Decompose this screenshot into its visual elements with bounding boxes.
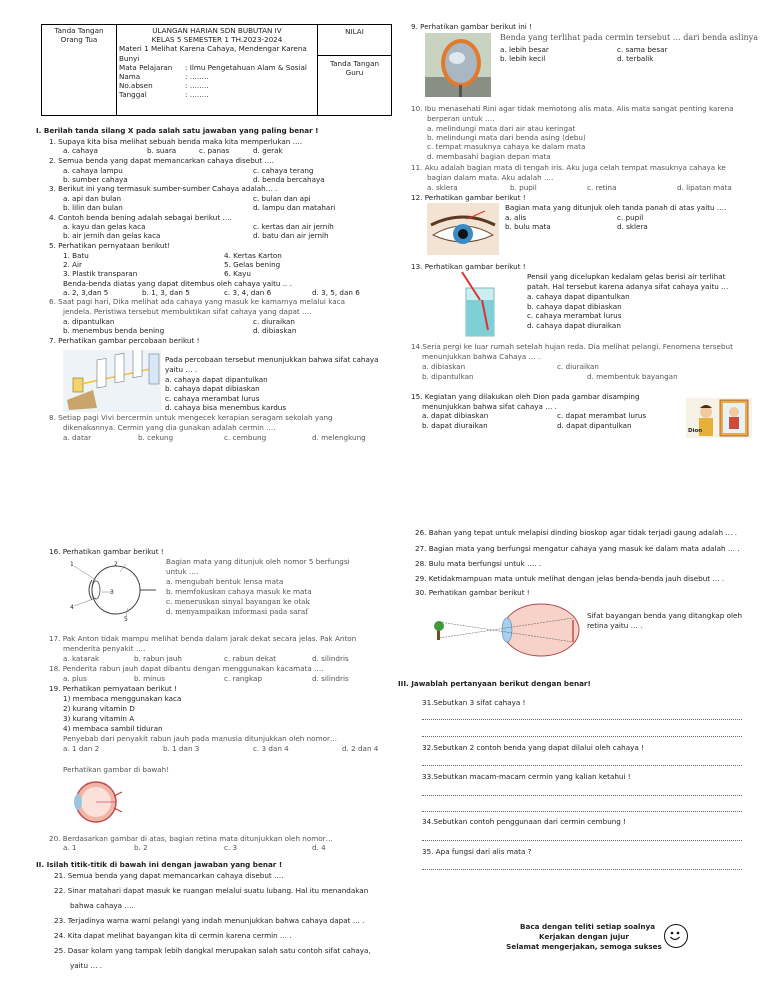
essay-question: 31.Sebutkan 3 sifat cahaya ! — [422, 698, 526, 707]
option: a. mengubah bentuk lensa mata — [166, 577, 284, 586]
exam-info-cell — [117, 25, 318, 116]
option: d. silindris — [312, 654, 349, 663]
footer-line: Kerjakan dengan jujur — [539, 932, 629, 941]
light-experiment-image — [63, 350, 161, 412]
option: a. cahaya dapat dipantulkan — [527, 292, 630, 301]
fill-item: 30. Perhatikan gambar berikut ! — [415, 588, 530, 597]
option: c. 3 dan 4 — [253, 744, 289, 753]
q15: 15. Kegiatan yang dilakukan oleh Dion pada gambar disamping — [411, 392, 640, 401]
list-item: 2) kurang vitamin D — [63, 704, 135, 713]
q1: 1. Supaya kita bisa melihat sebuah benda maka kita memperlukan …. — [49, 137, 303, 146]
option: a. 1 dan 2 — [63, 744, 100, 753]
option: b. pupil — [510, 183, 537, 192]
list-item: 5. Gelas bening — [224, 260, 281, 269]
option: d. lampu dan matahari — [253, 203, 336, 212]
option: b. cahaya dapat dibiaskan — [165, 384, 260, 393]
essay-question: 32.Sebutkan 2 contoh benda yang dapat dilalui oleh cahaya ! — [422, 743, 644, 752]
answer-line[interactable] — [422, 736, 742, 737]
list-item: 1) membaca menggunakan kaca — [63, 694, 182, 703]
option: d. membasahi bagian depan mata — [427, 152, 551, 161]
q2: 2. Semua benda yang dapat memancarkan cahaya disebut …. — [49, 156, 274, 165]
list-item: 2. Air — [63, 260, 83, 269]
option: d. 3, 5, dan 6 — [312, 288, 360, 297]
option: a. 1 — [63, 843, 77, 852]
option: d. cahaya dapat diuraikan — [527, 321, 621, 330]
q16-ask: Bagian mata yang ditunjuk oleh nomor 5 berfungsi — [166, 557, 350, 566]
list-item: 4) membaca sambil tiduran — [63, 724, 163, 733]
q5-ask: Benda-benda diatas yang dapat ditembus oleh cahaya yaitu .. . — [63, 279, 292, 288]
option: a. alis — [505, 213, 527, 222]
essay-question: 35. Apa fungsi dari alis mata ? — [422, 847, 532, 856]
value: : Ilmu Pengetahuan Alam & Sosial — [185, 62, 307, 72]
option: a. cahaya dapat dipantulkan — [165, 375, 268, 384]
q14: 14.Seria pergi ke luar rumah setelah hujan reda. Dia melihat pelangi. Fenomena tersebut — [411, 342, 733, 351]
parent-signature-cell — [42, 25, 117, 116]
option: d. terbalik — [617, 54, 654, 63]
eye-anatomy-image — [66, 778, 122, 826]
option: b. cekung — [138, 433, 174, 442]
eye-number: 2 — [114, 561, 118, 568]
answer-line[interactable] — [422, 840, 742, 841]
option: b. rabun jauh — [134, 654, 182, 663]
list-item: 6. Kayu — [224, 269, 251, 278]
answer-line[interactable] — [422, 811, 742, 812]
option: c. panas — [199, 146, 230, 155]
q20: 20. Berdasarkan gambar di atas, bagian retina mata ditunjukkan oleh nomor… — [49, 834, 333, 843]
q13-ask-cont: patah. Hal tersebut karena adanya sifat cahaya yaitu … — [527, 282, 729, 291]
option: c. bulan dan api — [253, 194, 311, 203]
q12: 12. Perhatikan gambar berikut ! — [411, 193, 526, 202]
q18: 18. Penderita rabun jauh dapat dibantu dengan menggunakan kacamata …. — [49, 664, 324, 673]
option: c. 3 — [224, 843, 238, 852]
option: b. minus — [134, 674, 165, 683]
option: d. benda bercahaya — [253, 175, 325, 184]
pencil-glass-image — [458, 270, 504, 338]
answer-line[interactable] — [422, 869, 742, 870]
option: b. cahaya dapat dibiaskan — [527, 302, 622, 311]
section-3-title: III. Jawablah pertanyaan berikut dengan benar! — [398, 679, 591, 688]
q13-ask: Pensil yang dicelupkan kedalam gelas berisi air terlihat — [527, 272, 726, 281]
q14-cont: menunjukkan bahwa Cahaya … . — [422, 352, 541, 361]
eye-number: 1 — [70, 561, 74, 568]
option: c. sama besar — [617, 45, 668, 54]
label: Orang Tua — [60, 35, 98, 45]
q11-cont: bagian dalam mata. Aku adalah …. — [427, 173, 554, 182]
q10: 10. Ibu menasehati Rini agar tidak memotong alis mata. Alis mata sangat penting karena — [411, 104, 734, 113]
option: c. cahaya merambat lurus — [165, 394, 260, 403]
q16-ask-cont: untuk …. — [166, 567, 199, 576]
option: d. gerak — [253, 146, 283, 155]
label: Tanda Tangan — [54, 26, 104, 35]
q7-ask: Pada percobaan tersebut menunjukkan bahwa sifat cahaya — [165, 355, 379, 364]
q6-cont: jendela. Peristiwa tersebut membuktikan sifat cahaya yang dapat …. — [63, 307, 312, 316]
header-table — [41, 24, 392, 116]
option: c. rangkap — [224, 674, 263, 683]
eye-image-formation — [433, 602, 583, 660]
option: b. dipantulkan — [422, 372, 474, 381]
q10-cont: berperan untuk …. — [427, 114, 495, 123]
fill-item: 21. Semua benda yang dapat memancarkan cahaya disebut …. — [54, 871, 284, 880]
option: b. suara — [147, 146, 177, 155]
q8: 8. Setiap pagi Vivi bercermin untuk mengecek kerapian seragam sekolah yang — [49, 413, 333, 422]
q20-pre: Perhatikan gambar di bawah! — [63, 765, 170, 774]
exam-subtitle: KELAS 5 SEMESTER 1 TH.2023-2024 — [151, 35, 283, 45]
option: b. bulu mata — [505, 222, 551, 231]
option: b. melindungi mata dari benda asing (debu) — [427, 133, 586, 142]
option: d. 4 — [312, 843, 326, 852]
option: d. sklera — [617, 222, 648, 231]
option: d. batu dan air jernih — [253, 231, 329, 240]
option: d. menyampaikan informasi pada saraf — [166, 607, 308, 616]
option: b. lilin dan bulan — [63, 203, 123, 212]
option: a. datar — [63, 433, 92, 442]
option: a. lebih besar — [500, 45, 549, 54]
fill-item: 26. Bahan yang tepat untuk melapisi dinding bioskop agar tidak terjadi gaung adalah … . — [415, 528, 738, 537]
footer-line: Selamat mengerjakan, semoga sukses — [506, 942, 662, 951]
footer-line: Baca dengan teliti setiap soalnya — [520, 922, 656, 931]
q3: 3. Berikut ini yang termasuk sumber-sumber Cahaya adalah… . — [49, 184, 278, 193]
option: a. sklera — [427, 183, 458, 192]
option: c. diuraikan — [253, 317, 295, 326]
option: b. lebih kecil — [500, 54, 546, 63]
option: c. pupil — [617, 213, 644, 222]
list-item: 3. Plastik transparan — [63, 269, 138, 278]
option: c. cahaya merambat lurus — [527, 311, 622, 320]
option: a. plus — [63, 674, 87, 683]
label: Guru — [345, 68, 364, 78]
q7: 7. Perhatikan gambar percobaan berikut ! — [49, 336, 200, 345]
option: c. tempat masuknya cahaya ke dalam mata — [427, 142, 586, 151]
q5: 5. Perhatikan pernyataan berikut! — [49, 241, 171, 250]
fill-item: 24. Kita dapat melihat bayangan kita di cermin karena cermin … . — [54, 931, 292, 940]
option: a. 2, 3,dan 5 — [63, 288, 109, 297]
fill-item: 25. Dasar kolam yang tampak lebih dangkal merupakan salah satu contoh sifat cahaya, — [54, 946, 371, 955]
option: c. kertas dan air jernih — [253, 222, 334, 231]
option: d. lipatan mata — [677, 183, 732, 192]
option: c. cahaya terang — [253, 166, 314, 175]
option: a. cahaya — [63, 146, 98, 155]
q17: 17. Pak Anton tidak mampu melihat benda dalam jarak dekat secara jelas. Pak Anton — [49, 634, 357, 643]
option: b. sumber cahaya — [63, 175, 128, 184]
value: : …….. — [185, 72, 209, 82]
label: Tanggal — [119, 90, 147, 100]
eye-number: 4 — [70, 604, 74, 611]
q12-ask: Bagian mata yang ditunjuk oleh tanda panah di atas yaitu …. — [505, 203, 727, 212]
option: c. retina — [587, 183, 617, 192]
fill-item-cont: yaitu … . — [70, 961, 103, 970]
answer-line[interactable] — [422, 765, 742, 766]
q30-ask-cont: retina yaitu … . — [587, 621, 643, 630]
list-item: 3) kurang vitamin A — [63, 714, 135, 723]
q19: 19. Perhatikan pernyataan berikut ! — [49, 684, 178, 693]
option: a. dapat dibiaskan — [422, 411, 489, 420]
smiley-icon — [664, 924, 688, 948]
fill-item-cont: bahwa cahaya …. — [70, 901, 134, 910]
fill-item: 28. Bulu mata berfungsi untuk …. . — [415, 559, 542, 568]
option: d. dibiaskan — [253, 326, 297, 335]
option: c. meneruskan sinyal bayangan ke otak — [166, 597, 310, 606]
option: b. 1, 3, dan 5 — [142, 288, 190, 297]
option: b. 2 — [134, 843, 148, 852]
option: c. cembung — [224, 433, 267, 442]
option: a. katarak — [63, 654, 100, 663]
q4: 4. Contoh benda bening adalah sebagai berikut …. — [49, 213, 232, 222]
value: : …….. — [185, 90, 209, 100]
fill-item: 27. Bagian mata yang berfungsi mengatur cahaya yang masuk ke dalam mata adalah … . — [415, 544, 740, 553]
list-item: 4. Kertas Karton — [224, 251, 282, 260]
dion-label: Dion — [688, 428, 703, 434]
label: Mata Pelajaran — [119, 62, 173, 72]
option: a. melindungi mata dari air atau keringat — [427, 124, 576, 133]
q11: 11. Aku adalah bagian mata di tengah iris. Aku juga celah tempat masuknya cahaya ke — [411, 163, 726, 172]
option: a. api dan bulan — [63, 194, 122, 203]
q13: 13. Perhatikan gambar berikut ! — [411, 262, 526, 271]
value: : …….. — [185, 81, 209, 91]
option: b. air jernih dan gelas kaca — [63, 231, 161, 240]
convex-mirror-image — [425, 33, 491, 97]
section-1-title: I. Berilah tanda silang X pada salah satu jawaban yang paling benar ! — [36, 126, 319, 135]
eye-number: 3 — [110, 589, 114, 596]
option: d. 2 dan 4 — [342, 744, 379, 753]
exam-title: ULANGAN HARIAN SDN BUBUTAN IV — [152, 26, 282, 35]
option: b. memfokuskan cahaya masuk ke mata — [166, 587, 312, 596]
nilai-label: NILAI — [318, 25, 391, 56]
q7-ask-cont: yaitu … . — [165, 365, 198, 374]
eye-image — [427, 203, 499, 255]
q6: 6. Saat pagi hari, Dika melihat ada cahaya yang masuk ke kamarnya melalui kaca — [49, 297, 346, 306]
q16: 16. Perhatikan gambar berikut ! — [49, 547, 164, 556]
option: d. cahaya bisa menembus kardus — [165, 403, 287, 412]
q9: 9. Perhatikan gambar berikut ini ! — [411, 22, 532, 31]
option: b. 1 dan 3 — [163, 744, 200, 753]
fill-item: 29. Ketidakmampuan mata untuk melihat dengan jelas benda-benda jauh disebut … . — [415, 574, 725, 583]
option: b. menembus benda bening — [63, 326, 165, 335]
q17-cont: menderita penyakit …. — [63, 644, 146, 653]
smiley-face-glyph — [664, 924, 686, 946]
fill-item: 23. Terjadinya warna warni pelangi yang indah menunjukkan bahwa cahaya dapat … . — [54, 916, 365, 925]
option: a. dibiaskan — [422, 362, 466, 371]
fill-item: 22. Sinar matahari dapat masuk ke ruangan melalui suatu lubang. Hal itu menandakan — [54, 886, 369, 895]
score-cell — [318, 25, 392, 116]
option: b. dapat diuraikan — [422, 421, 488, 430]
option: c. rabun dekat — [224, 654, 277, 663]
option: a. kayu dan gelas kaca — [63, 222, 146, 231]
list-item: 1. Batu — [63, 251, 89, 260]
option: c. 3, 4, dan 6 — [224, 288, 272, 297]
q9-ask: Benda yang terlihat pada cermin tersebut … dari benda aslinya — [500, 33, 758, 42]
option: d. membentuk bayangan — [587, 372, 678, 381]
answer-line[interactable] — [422, 795, 742, 796]
q15-cont: menunjukkan bahwa sifat cahaya … . — [422, 402, 557, 411]
option: d. silindris — [312, 674, 349, 683]
q19-ask: Penyebab dari penyakit rabun jauh pada manusia ditunjukkan oleh nomor… — [63, 734, 338, 743]
option: d. dapat dipantulkan — [557, 421, 632, 430]
option: d. melengkung — [312, 433, 366, 442]
q30-ask: Sifat bayangan benda yang ditangkap oleh — [587, 611, 742, 620]
section-2-title: II. Isilah titik-titik di bawah ini dengan jawaban yang benar ! — [36, 860, 283, 869]
option: c. dapat merambat lurus — [557, 411, 647, 420]
label: No.absen — [119, 81, 153, 91]
label: Tanda Tangan — [329, 59, 380, 68]
answer-line[interactable] — [422, 719, 742, 720]
q8-cont: dikenakannya. Cermin yang dia gunakan adalah cermin …. — [63, 423, 276, 432]
eye-number: 5 — [124, 616, 128, 623]
label: Nama — [119, 72, 141, 82]
option: a. cahaya lampu — [63, 166, 123, 175]
essay-question: 34.Sebutkan contoh penggunaan dari cermin cembung ! — [422, 817, 627, 826]
essay-question: 33.Sebutkan macam-macam cermin yang kalian ketahui ! — [422, 772, 631, 781]
option: a. dipantulkan — [63, 317, 115, 326]
materi: Materi 1 Melihat Karena Cahaya, Mendengar Karena Bunyi — [119, 44, 307, 63]
option: c. diuraikan — [557, 362, 599, 371]
